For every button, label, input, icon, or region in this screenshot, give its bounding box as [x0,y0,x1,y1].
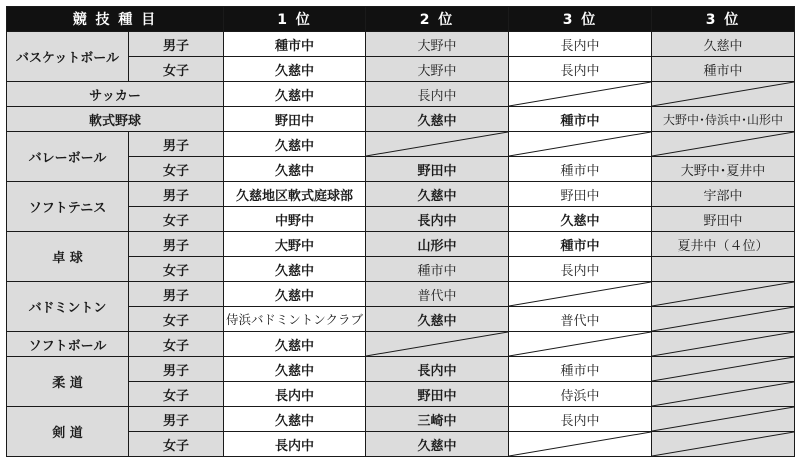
rank2-cell: 長内中 [366,357,509,382]
event-cell: バレーボール [7,132,129,182]
header-rank-1: 1 位 [224,7,366,32]
event-cell: 卓 球 [7,232,129,282]
empty-slash-cell [509,282,652,307]
empty-slash-cell [652,432,795,457]
event-cell: ソフトテニス [7,182,129,232]
rank2-cell: 普代中 [366,282,509,307]
empty-slash-cell [652,382,795,407]
rank1-cell: 久慈中 [224,282,366,307]
rank3a-cell: 長内中 [509,57,652,82]
rank1-cell: 久慈中 [224,82,366,107]
header-event: 競 技 種 目 [7,7,224,32]
rank1-cell: 種市中 [224,32,366,57]
rank1-cell: 侍浜バドミントンクラブ [224,307,366,332]
gender-cell: 女子 [129,307,224,332]
rank2-cell: 久慈中 [366,432,509,457]
table-row [7,182,795,207]
event-cell: 剣 道 [7,407,129,457]
rank2-cell: 山形中 [366,232,509,257]
event-cell: サッカー [7,82,224,107]
table-row [7,32,795,57]
rank3a-cell: 種市中 [509,107,652,132]
rank2-cell: 三崎中 [366,407,509,432]
empty-slash-cell [652,82,795,107]
rank1-cell: 久慈中 [224,132,366,157]
rank1-cell: 大野中 [224,232,366,257]
gender-cell: 男子 [129,32,224,57]
table-row [7,407,795,432]
gender-cell: 男子 [129,407,224,432]
rank3a-cell: 種市中 [509,357,652,382]
header-rank-2: 2 位 [366,7,509,32]
rank2-cell: 大野中 [366,57,509,82]
event-cell: 軟式野球 [7,107,224,132]
rank3b-cell: 久慈中 [652,32,795,57]
empty-slash-cell [509,82,652,107]
rank1-cell: 野田中 [224,107,366,132]
gender-cell: 男子 [129,182,224,207]
empty-cell [652,257,795,282]
rank2-cell: 長内中 [366,82,509,107]
rank2-cell: 大野中 [366,32,509,57]
table-row [7,82,795,107]
rank1-cell: 久慈中 [224,57,366,82]
gender-cell: 女子 [129,432,224,457]
rank3a-cell: 長内中 [509,407,652,432]
rank3b-cell: 野田中 [652,207,795,232]
rank3a-cell: 侍浜中 [509,382,652,407]
empty-slash-cell [509,432,652,457]
gender-cell: 男子 [129,357,224,382]
rank2-cell: 久慈中 [366,107,509,132]
rank1-cell: 長内中 [224,382,366,407]
results-table [6,6,795,457]
rank2-cell: 久慈中 [366,182,509,207]
rank3b-cell: 夏井中（４位） [652,232,795,257]
rank3a-cell: 久慈中 [509,207,652,232]
empty-slash-cell [366,332,509,357]
table-row [7,332,795,357]
rank3b-cell: 大野中･夏井中 [652,157,795,182]
header-rank-3a: 3 位 [509,7,652,32]
gender-cell: 男子 [129,132,224,157]
header-rank-3b: 3 位 [652,7,795,32]
gender-cell: 女子 [129,207,224,232]
table-row [7,357,795,382]
rank3a-cell: 長内中 [509,32,652,57]
gender-cell: 女子 [129,257,224,282]
rank1-cell: 久慈中 [224,357,366,382]
rank1-cell: 久慈中 [224,332,366,357]
rank1-cell: 久慈中 [224,157,366,182]
rank3a-cell: 野田中 [509,182,652,207]
empty-slash-cell [652,132,795,157]
table-row [7,232,795,257]
event-cell: 柔 道 [7,357,129,407]
rank3b-cell: 宇部中 [652,182,795,207]
rank2-cell: 久慈中 [366,307,509,332]
empty-slash-cell [509,332,652,357]
event-cell: ソフトボール [7,332,129,357]
header-row [7,7,795,32]
table-row [7,107,795,132]
rank2-cell: 長内中 [366,207,509,232]
empty-slash-cell [652,307,795,332]
rank1-cell: 久慈中 [224,407,366,432]
empty-slash-cell [652,357,795,382]
event-cell: バスケットボール [7,32,129,82]
rank3a-cell: 種市中 [509,157,652,182]
empty-slash-cell [509,132,652,157]
empty-slash-cell [652,332,795,357]
rank2-cell: 野田中 [366,382,509,407]
rank1-cell: 久慈中 [224,257,366,282]
event-cell: バドミントン [7,282,129,332]
table-row [7,132,795,157]
gender-cell: 女子 [129,382,224,407]
empty-slash-cell [652,407,795,432]
rank1-cell: 長内中 [224,432,366,457]
gender-cell: 男子 [129,232,224,257]
rank1-cell: 久慈地区軟式庭球部 [224,182,366,207]
empty-slash-cell [366,132,509,157]
rank3a-cell: 長内中 [509,257,652,282]
rank3a-cell: 普代中 [509,307,652,332]
gender-cell: 女子 [129,157,224,182]
rank3b-cell: 大野中･侍浜中･山形中 [652,107,795,132]
rank2-cell: 野田中 [366,157,509,182]
rank2-cell: 種市中 [366,257,509,282]
rank1-cell: 中野中 [224,207,366,232]
rank3b-cell: 種市中 [652,57,795,82]
gender-cell: 女子 [129,332,224,357]
gender-cell: 男子 [129,282,224,307]
table-row [7,282,795,307]
rank3a-cell: 種市中 [509,232,652,257]
empty-slash-cell [652,282,795,307]
gender-cell: 女子 [129,57,224,82]
